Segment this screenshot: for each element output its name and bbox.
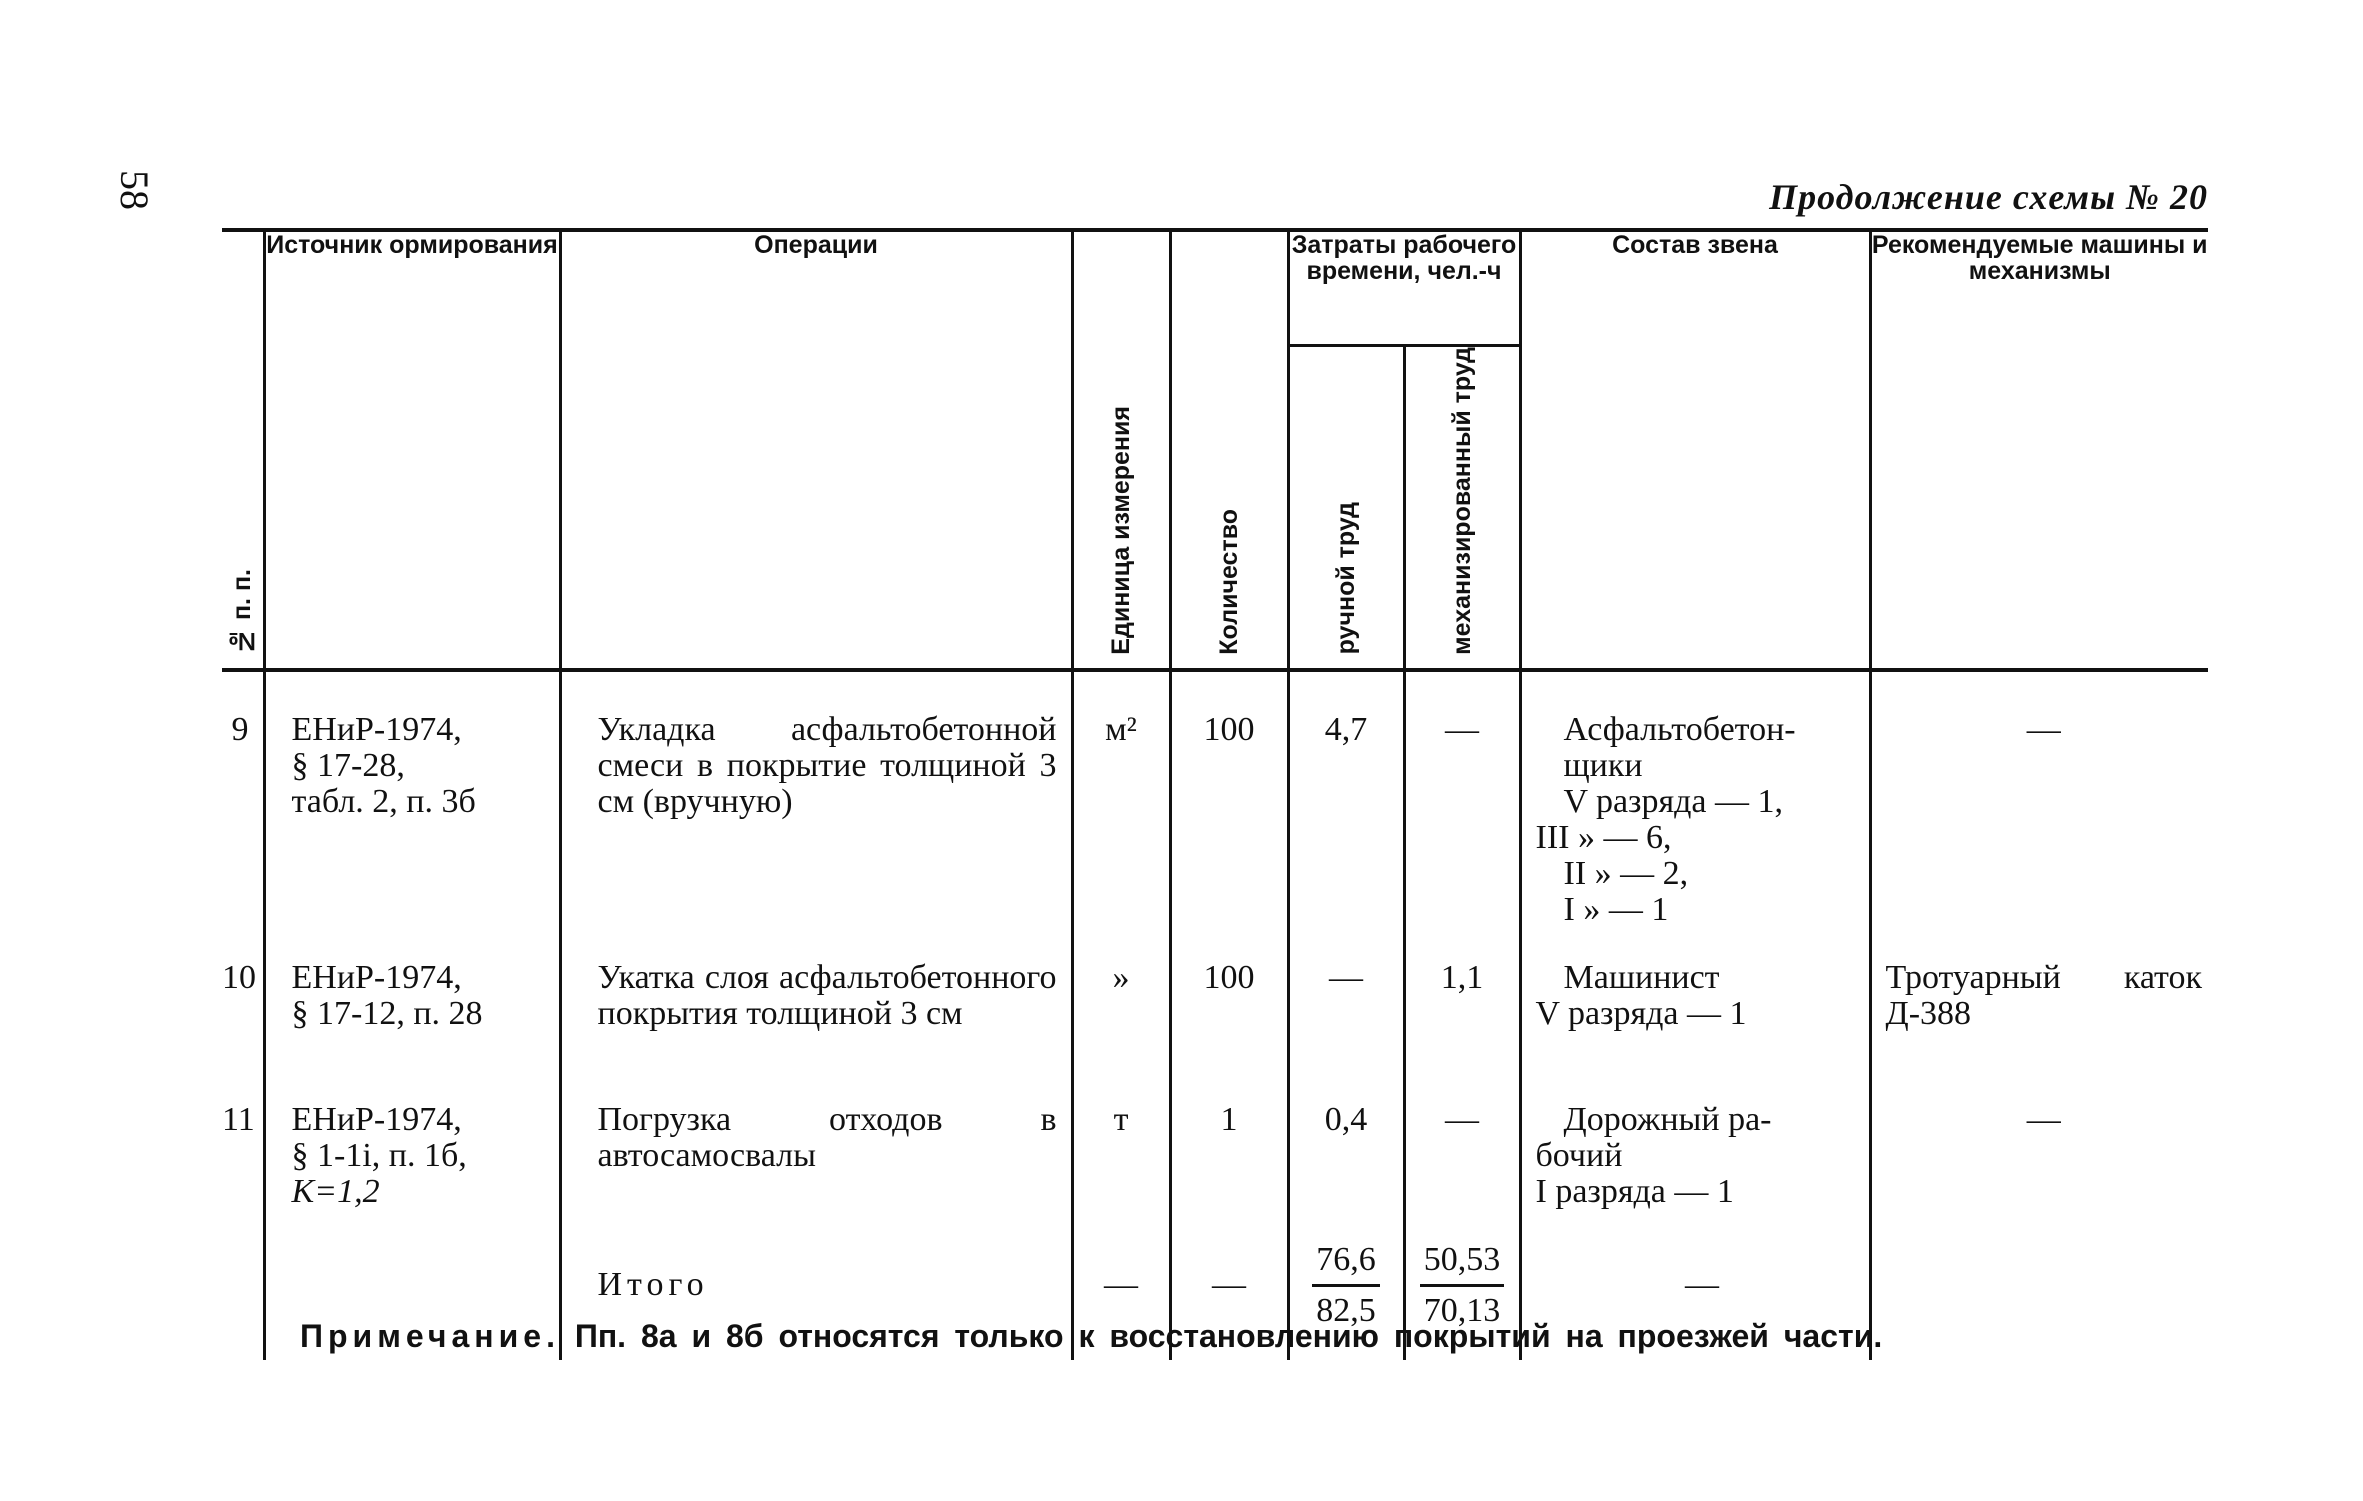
total-num-cell — [222, 1210, 264, 1360]
row-manual: — — [1288, 960, 1404, 1102]
row-quantity: 1 — [1170, 1102, 1288, 1210]
header-unit: Единица измерения — [1072, 230, 1170, 670]
row-mechanized: 1,1 — [1404, 960, 1520, 1102]
row-operation: Укладка асфальтобетонной смеси в покрытие толщиной 3 см (вручную) — [560, 670, 1072, 960]
total-crew: — — [1520, 1210, 1870, 1360]
table-row — [222, 960, 2208, 1102]
row-machines: — — [1870, 1102, 2208, 1210]
header-machines: Рекомендуемые машины и механизмы — [1870, 230, 2208, 670]
row-quantity: 100 — [1170, 960, 1288, 1102]
page-number: 58 — [112, 170, 157, 210]
total-unit: — — [1072, 1210, 1170, 1360]
row-num: 9 — [222, 670, 264, 960]
row-manual: 4,7 — [1288, 670, 1404, 960]
row-unit: м² — [1072, 670, 1170, 960]
header-quantity: Количество — [1170, 230, 1288, 670]
row-quantity: 100 — [1170, 670, 1288, 960]
row-operation: Погрузка отходов в автосамосвалы — [560, 1102, 1072, 1210]
row-machines: Тротуарный каток Д-388 — [1870, 960, 2208, 1102]
row-mechanized: — — [1404, 1102, 1520, 1210]
row-source: ЕНиР-1974, § 17-28, табл. 2, п. 3б — [264, 670, 560, 960]
header-mechanized: механизированный труд — [1404, 346, 1520, 671]
header-operations: Операции — [560, 230, 1072, 670]
row-machines: — — [1870, 670, 2208, 960]
row-crew: Машинист V разряда — 1 — [1520, 960, 1870, 1102]
scheme-table — [222, 228, 2208, 1360]
total-quantity: — — [1170, 1210, 1288, 1360]
footnote — [300, 1318, 1882, 1355]
row-num: 10 — [222, 959, 256, 997]
row-manual: 0,4 — [1288, 1102, 1404, 1210]
row-source: ЕНиР-1974, § 1-1i, п. 1б, K=1,2 — [264, 1102, 560, 1210]
row-unit: » — [1072, 960, 1170, 1102]
header-labor-group: Затраты рабочего времени, чел.-ч — [1288, 230, 1520, 346]
total-manual: $\frac{76,6}{82,5}$ — [1288, 1210, 1404, 1360]
footnote-label: Примечание. — [300, 1318, 560, 1354]
footnote-text: Пп. 8а и 8б относятся только к восстановлению покрытий на проезжей части. — [574, 1318, 1883, 1354]
continuation-title: Продолжение схемы № 20 — [1769, 177, 2208, 217]
table-row — [222, 670, 2208, 960]
row-num: 11 — [222, 1101, 255, 1139]
row-crew: Асфальтобетон- щики V разряда — 1, III » — 6, II » — 2, I » — 1 — [1520, 670, 1870, 960]
header-manual: ручной труд — [1288, 346, 1404, 671]
header-crew: Состав звена — [1520, 230, 1870, 670]
table-row — [222, 1102, 2208, 1210]
total-label: Итого — [560, 1210, 1072, 1360]
row-unit: т — [1072, 1102, 1170, 1210]
header-source: Источник ормирования — [264, 230, 560, 670]
row-mechanized: — — [1404, 670, 1520, 960]
total-machines-cell — [1870, 1210, 2208, 1360]
row-crew: Дорожный ра- бочий I разряда — 1 — [1520, 1102, 1870, 1210]
total-mechanized: $\frac{50,53}{70,13}$ — [1404, 1210, 1520, 1360]
row-source: ЕНиР-1974, § 17-12, п. 28 — [264, 960, 560, 1102]
row-operation: Укатка слоя асфальтобетонного покрытия толщиной 3 см — [560, 960, 1072, 1102]
header-num: № п. п. — [222, 230, 264, 670]
